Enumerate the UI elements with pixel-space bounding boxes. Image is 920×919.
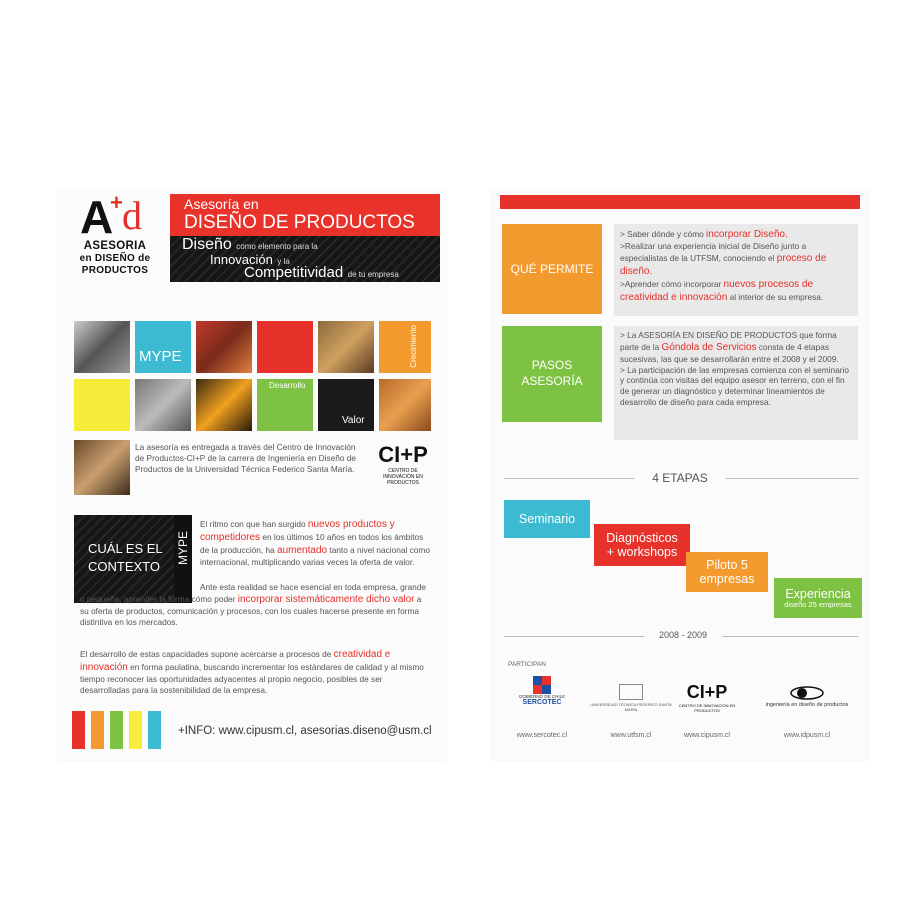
qp-line3-highlight: nuevos procesos de creatividad e innovación (620, 278, 814, 303)
header-subtitle: Asesoría en (184, 196, 259, 212)
header-title: DISEÑO DE PRODUCTOS (184, 212, 415, 233)
right-page (492, 190, 868, 760)
color-bar-orange (91, 711, 104, 749)
participan-label: PARTICIPAN (508, 661, 546, 668)
stage-seminario-label: Seminario (518, 511, 576, 526)
pasos-text1-end: consta de 4 etapas sucesivas, las que se desarrollarán entre el 2008 y el 2009. (620, 341, 839, 364)
sponsor-idp (752, 686, 862, 708)
cip-logo-sub: CENTRO DE INNOVACIÓN EN PRODUCTOS (383, 468, 423, 486)
mype-tile-label: MYPE (139, 348, 182, 365)
p1-a: El ritmo con que han surgido (200, 519, 308, 529)
sercotec-gov: GOBIERNO DE CHILE (518, 694, 566, 699)
p1-c: en los últimos 10 años en todos los ámbitos de la producción, ha (200, 532, 424, 555)
qp-line1: > Saber dónde y cómo (620, 229, 707, 239)
stage-experiencia-line2: diseño 25 empresas (784, 599, 852, 609)
stage-experiencia (774, 578, 862, 618)
footer-contact[interactable]: +INFO: www.cipusm.cl, asesorias.diseno@usm.cl (178, 725, 432, 737)
que-permite-box (502, 224, 602, 314)
header-red-band (170, 194, 440, 236)
url-utfsm[interactable]: www.utfsm.cl (610, 732, 652, 739)
color-bar-yellow (129, 711, 142, 749)
top-red-bar (500, 195, 860, 209)
valor-tile (318, 379, 374, 431)
p1-highlight-2: aumentado (277, 545, 328, 556)
sponsor-cip-mark: CI+P (686, 682, 728, 702)
sponsor-cip-sub: CENTRO DE INNOVACIÓN EN PRODUCTOS (678, 703, 736, 713)
tagline-text1: como elemento para la (236, 242, 318, 251)
context-title-line2: CONTEXTO (88, 559, 160, 574)
sponsor-utfsm (590, 684, 672, 712)
p2-highlight: incorporar sistemáticamente dicho valor (237, 593, 415, 605)
stage-diagnosticos-line1: Diagnósticos (606, 530, 678, 545)
context-paragraph-1 (200, 518, 432, 568)
context-paragraph-3 (80, 648, 432, 696)
color-bar-green (110, 711, 123, 749)
stage-experiencia-line1: Experiencia (785, 586, 851, 601)
p3-a: El desarrollo de estas capacidades supone acercarse a procesos de (80, 649, 334, 659)
logo-letter-a: A (80, 191, 114, 243)
idp-name: ingeniería en diseño de productos (765, 702, 849, 708)
pasos-text (614, 326, 858, 440)
p2-a: Ante esta realidad se hace esencial en toda empresa, grande o pequeña, aprender la forma cómo poder (80, 582, 427, 604)
intro-text: La asesoría es entregada a través del Centro de Innovación de Productos-CI+P de la carrera de Ingeniería en Diseño de Productos de la Universidad Técnica Federico Santa María. (135, 442, 357, 474)
mype-tile (135, 321, 191, 373)
url-cip[interactable]: www.cipusm.cl (684, 732, 730, 739)
red-tile (257, 321, 313, 373)
qp-line2-highlight: proceso de diseño. (620, 252, 827, 277)
photo-tile-hands (74, 321, 130, 373)
pasos-highlight: Góndola de Servicios (661, 341, 757, 353)
url-idp[interactable]: www.idpusm.cl (783, 732, 831, 739)
tagline-text2: y la (277, 257, 290, 266)
sponsor-cip (678, 682, 736, 713)
tagline-innovacion: Innovación (210, 252, 273, 267)
stage-piloto-line1: Piloto 5 (706, 557, 748, 572)
mype-vertical-label: MYPE (176, 531, 190, 566)
header-tagline-band (170, 236, 440, 282)
sercotec-name: SERCOTEC (522, 699, 562, 706)
stage-diagnosticos-line2: + workshops (606, 545, 678, 559)
logo-line3: PRODUCTOS (81, 264, 149, 276)
logo-letter-d: d (122, 193, 142, 238)
eye-icon (790, 686, 824, 700)
stage-piloto-line2: empresas (699, 572, 755, 586)
utfsm-name: UNIVERSIDAD TÉCNICA FEDERICO SANTA MARÍA (590, 702, 672, 712)
crecimiento-label: Crecimiento (409, 325, 418, 368)
ad-logo (72, 190, 158, 276)
tagline-diseno: Diseño (182, 236, 232, 253)
sercotec-icon (533, 676, 551, 694)
photo-tile-artisan (74, 440, 130, 495)
p3-highlight: creatividad e innovación (80, 649, 391, 673)
years-rule-right (722, 636, 858, 637)
qp-line1-highlight: incorporar Diseño. (706, 229, 788, 240)
qp-line2: >Realizar una experiencia inicial de Diseño junto a especialistas de la UTFSM, conociendo el (620, 241, 807, 263)
p3-c: en forma paulatina, buscando incrementar los estándares de calidad y al mismo tiempo reconocer las oportunidades adyacentes al propio negocio, posibles de ser desarrolladas para la sostenibilidad de la empresa. (80, 662, 424, 695)
url-sercotec[interactable]: www.sercotec.cl (516, 732, 568, 739)
qp-line3-end: al interior de su empresa. (727, 291, 824, 302)
pasos-text1: > La ASESORÍA EN DISEÑO DE PRODUCTOS que forma parte de la (620, 330, 837, 352)
yellow-tile (74, 379, 130, 431)
desarrollo-label: Desarrollo (269, 381, 306, 390)
photo-tile-pottery (379, 379, 431, 431)
etapas-rule-left (504, 478, 634, 479)
crecimiento-tile (379, 321, 431, 373)
que-permite-label: QUÉ PERMITE (510, 262, 594, 276)
sponsor-sercotec (504, 676, 580, 706)
photo-tile-jars (318, 321, 374, 373)
desarrollo-tile (257, 379, 313, 431)
etapas-title: 4 ETAPAS (652, 471, 708, 485)
color-bar-red (72, 711, 85, 749)
photo-tile-tools (135, 379, 191, 431)
utfsm-icon (619, 684, 643, 700)
context-title-line1: CUÁL ES EL (88, 541, 163, 556)
logo-line2: en DISEÑO de (79, 253, 151, 265)
left-page (58, 190, 446, 760)
stage-piloto (686, 552, 768, 592)
years-rule-left (504, 636, 644, 637)
p1-e: tanto a nivel nacional como internacional, multiplicando varias veces la oferta de valor. (200, 545, 430, 567)
que-permite-text (614, 224, 858, 316)
valor-label: Valor (342, 415, 365, 426)
photo-tile-craft (196, 321, 252, 373)
cip-logo (372, 442, 434, 486)
pasos-text2: > La participación de las empresas comienza con el seminario y continúa con visitas del equipo asesor en terreno, con el fin de generar un diagnóstico y determinar lineamientos de desarrollo de diseño para cada empresa. (620, 364, 849, 407)
p2-c: a su oferta de productos, comunicación y procesos, con los cuales hacerse presente en forma distintiva en los mercados. (80, 593, 422, 627)
color-bar-teal (148, 711, 161, 749)
logo-line1: ASESORIA (83, 240, 147, 252)
tagline-competitividad: Competitividad (244, 264, 344, 281)
context-paragraph-2 (80, 582, 432, 627)
etapas-rule-right (726, 478, 858, 479)
p1-highlight-1: nuevos productos y competidores (200, 519, 395, 543)
tagline-text3: de tu empresa (347, 270, 399, 279)
photo-tile-fire (196, 379, 252, 431)
stage-seminario (504, 500, 590, 538)
pasos-box (502, 326, 602, 422)
pasos-label-line2: ASESORÍA (521, 374, 583, 388)
qp-line3: >Aprender cómo incorporar (620, 278, 724, 289)
logo-plus: + (110, 190, 123, 215)
cip-logo-mark: CI+P (378, 442, 428, 467)
stage-diagnosticos (594, 524, 690, 566)
pasos-label-line1: PASOS (531, 358, 573, 372)
years-label: 2008 - 2009 (658, 630, 708, 640)
